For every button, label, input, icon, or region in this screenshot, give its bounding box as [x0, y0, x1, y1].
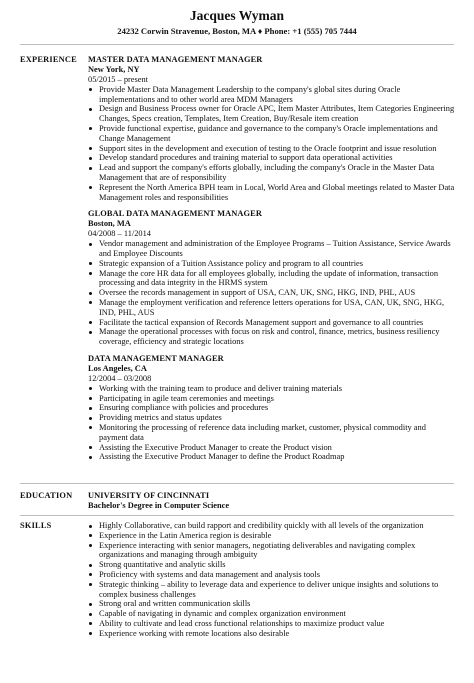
- bullet-item: Monitoring the processing of reference data including market, customer, physical commodity and payment data: [88, 423, 456, 443]
- bullet-item: Facilitate the tactical expansion of Records Management support and governance to all countries: [88, 318, 456, 328]
- bullet-item: Manage the core HR data for all employees globally, including the update of information, transaction processing and data integrity in the HRMS system: [88, 269, 456, 289]
- job-location: Los Angeles, CA: [88, 363, 147, 373]
- job-entry: [88, 55, 456, 202]
- section-divider: [20, 483, 454, 484]
- experience-section: [88, 55, 456, 469]
- bullet-item: Manage the operational processes with focus on risk and control, finance, metrics, business resiliency coverage, efficiency and strategic locations: [88, 327, 456, 347]
- bullet-item: Design and Business Process owner for Oracle APC, Item Master Attributes, Item Categories Engineering Changes, Specs creation, Templates, Item Creation, Buy/Resale item creation: [88, 104, 456, 124]
- job-title: GLOBAL DATA MANAGEMENT MANAGER: [88, 209, 262, 219]
- bullet-item: Represent the North America BPH team in Local, World Area and Global meetings related to Master Data Management roles and responsibilities: [88, 183, 456, 203]
- bullet-item: Provide Master Data Management Leadership to the company's global sites during Oracle implementations and to other world area MDM Managers: [88, 85, 456, 105]
- job-location: New York, NY: [88, 65, 140, 74]
- bullet-item: Providing metrics and status updates: [88, 413, 456, 423]
- bullet-item: Oversee the records management in support of USA, CAN, UK, SNG, HKG, IND, PHL, AUS: [88, 288, 456, 298]
- bullet-item: Provide functional expertise, guidance and governance to the company's Oracle implementations and Change Management: [88, 124, 456, 144]
- job-bullets: [88, 239, 456, 347]
- candidate-name: Jacques Wyman: [189, 8, 285, 23]
- skill-item: Strong oral and written communication skills: [88, 599, 456, 609]
- skills-list: [88, 521, 456, 639]
- bullet-item: Strategic expansion of a Tuition Assistance policy and program to all countries: [88, 259, 456, 269]
- resume-header: [0, 8, 474, 37]
- bullet-item: Develop standard procedures and training material to support data operational activities: [88, 153, 456, 163]
- bullet-item: Vendor management and administration of the Employee Programs – Tuition Assistance, Service Awards and Employee Discounts: [88, 239, 456, 259]
- bullet-item: Ensuring compliance with policies and procedures: [88, 403, 456, 413]
- bullet-item: Support sites in the development and execution of testing to the Oracle footprint and issue resolution: [88, 144, 456, 154]
- skills-label: SKILLS: [20, 521, 52, 530]
- skill-item: Highly Collaborative, can build rapport and credibility quickly with all levels of the organization: [88, 521, 456, 531]
- skill-item: Capable of navigating in dynamic and complex organization environment: [88, 609, 456, 619]
- contact-line: 24232 Corwin Stravenue, Boston, MA ♦ Phone: +1 (555) 705 7444: [117, 26, 357, 36]
- skill-item: Experience interacting with senior managers, negotiating deliverables and navigating complex organizations and managing through ambiguity: [88, 541, 456, 561]
- job-dates: 05/2015 – present: [88, 75, 149, 84]
- education-section: [88, 491, 456, 511]
- degree: Bachelor's Degree in Computer Science: [88, 501, 230, 510]
- job-dates: 04/2008 – 11/2014: [88, 229, 151, 239]
- job-location: Boston, MA: [88, 219, 131, 229]
- job-entry: [88, 209, 456, 347]
- experience-label: EXPERIENCE: [20, 55, 77, 64]
- header-divider: [20, 44, 454, 45]
- bullet-item: Participating in agile team ceremonies and meetings: [88, 394, 456, 404]
- bullet-item: Lead and support the company's efforts globally, including the company's Oracle in the Master Data Management that are of responsibility: [88, 163, 456, 183]
- job-entry: [88, 354, 456, 462]
- education-label: EDUCATION: [20, 491, 73, 500]
- job-dates: 12/2004 – 03/2008: [88, 373, 152, 383]
- bullet-item: Working with the training team to produce and deliver training materials: [88, 384, 456, 394]
- school-name: UNIVERSITY OF CINCINNATI: [88, 491, 210, 500]
- bullet-item: Assisting the Executive Product Manager to create the Product vision: [88, 443, 456, 453]
- skills-section: [88, 521, 456, 639]
- section-divider: [20, 515, 454, 516]
- skill-item: Experience in the Latin America region is desirable: [88, 531, 456, 541]
- skill-item: Experience working with remote locations also desirable: [88, 629, 456, 639]
- skill-item: Proficiency with systems and data management and analysis tools: [88, 570, 456, 580]
- skill-item: Strong quantitative and analytic skills: [88, 560, 456, 570]
- job-title: DATA MANAGEMENT MANAGER: [88, 353, 224, 363]
- skill-item: Strategic thinking – ability to leverage data and experience to deliver unique insights and solutions to complex business challenges: [88, 580, 456, 600]
- job-bullets: [88, 384, 456, 462]
- bullet-item: Manage the employment verification and reference letters operations for USA, CAN, UK, SNG, HKG, IND, PHL, AUS: [88, 298, 456, 318]
- skill-item: Ability to cultivate and lead cross functional relationships to maximize product value: [88, 619, 456, 629]
- bullet-item: Assisting the Executive Product Manager to define the Product Roadmap: [88, 452, 456, 462]
- job-bullets: [88, 85, 456, 203]
- job-title: MASTER DATA MANAGEMENT MANAGER: [88, 55, 263, 64]
